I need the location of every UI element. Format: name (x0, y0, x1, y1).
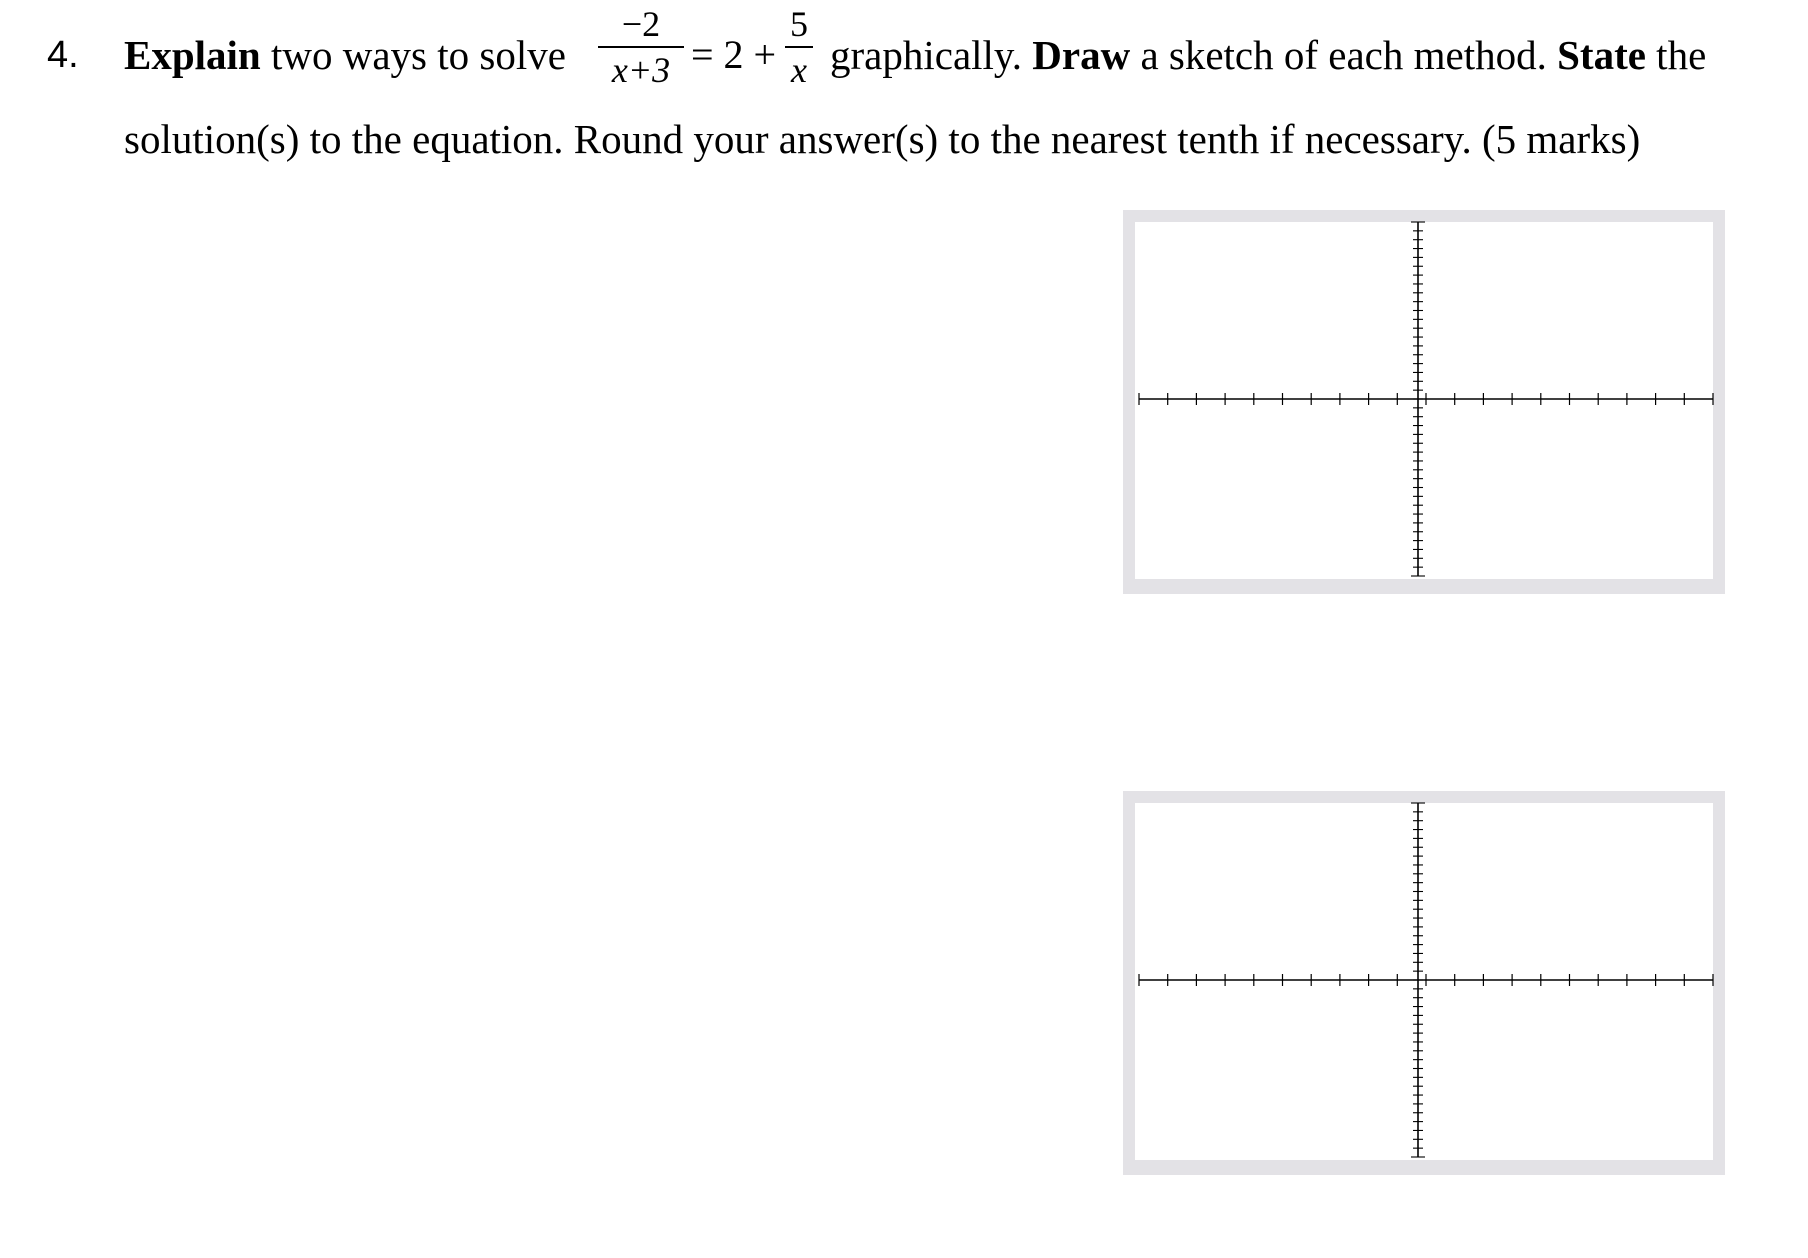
state-text: the (1645, 32, 1707, 78)
graph-grid-2[interactable] (1123, 791, 1725, 1175)
question-block (0, 0, 1808, 200)
question-line-2: solution(s) to the equation. Round your answer(s) to the nearest tenth if necessary. (5 marks) (124, 116, 1641, 162)
question-line-1 (124, 30, 566, 80)
fraction-left-numerator: −2 (621, 4, 661, 44)
fraction-right-denominator: x (791, 50, 807, 90)
fraction-left-bar (598, 46, 684, 48)
graph-2-axes (1123, 791, 1725, 1175)
fraction-left-denominator: x+3 (611, 50, 671, 90)
fraction-right (785, 4, 813, 90)
intro-text: two ways to solve (260, 32, 566, 78)
draw-keyword: Draw (1032, 32, 1131, 78)
fraction-right-numerator: 5 (790, 4, 808, 44)
question-number: 4. (47, 34, 79, 76)
fraction-right-bar (785, 46, 813, 48)
fraction-left (598, 4, 684, 90)
state-keyword: State (1557, 32, 1646, 78)
draw-text: a sketch of each method. (1130, 32, 1558, 78)
after-equation-text: graphically. (830, 32, 1033, 78)
graph-grid-1[interactable] (1123, 210, 1725, 594)
explain-keyword: Explain (124, 32, 261, 78)
equals-two-plus: = 2 + (691, 32, 777, 77)
graph-1-axes (1123, 210, 1725, 594)
question-line-1-rest (830, 30, 1706, 80)
